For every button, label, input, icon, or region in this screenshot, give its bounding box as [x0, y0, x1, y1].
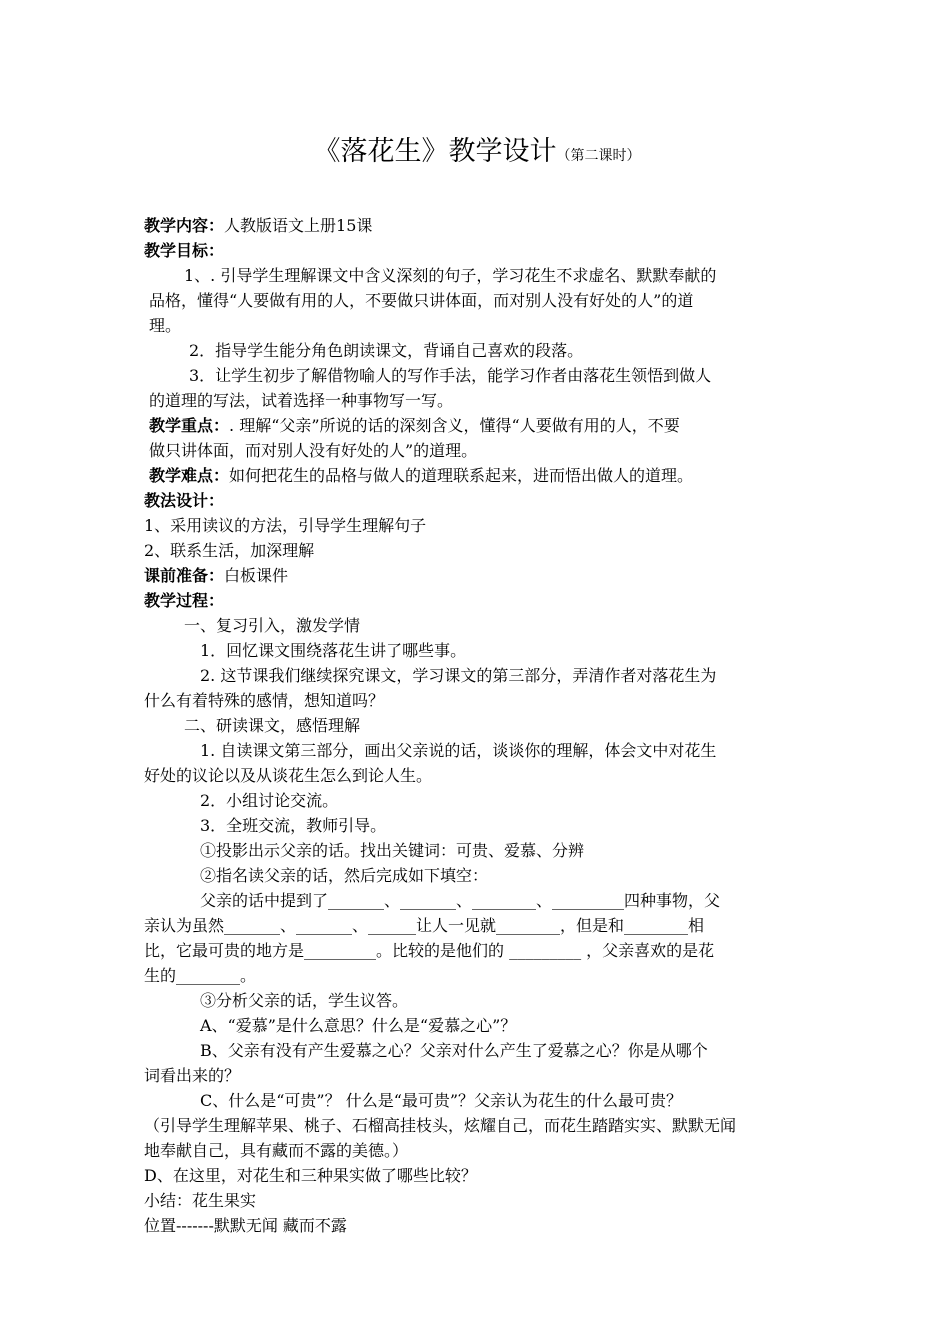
summary-line: 小结：花生果实 [144, 1191, 257, 1210]
question-c-line-3: 地奉献自己，具有藏而不露的美德。） [144, 1141, 409, 1160]
goal-2: 2．指导学生能分角色朗读课文，背诵自己喜欢的段落。 [189, 341, 584, 360]
prep-label: 课前准备： [144, 566, 225, 585]
goals-label: 教学目标： [144, 241, 225, 260]
method-2: 2、联系生活，加深理解 [144, 541, 315, 560]
content-label: 教学内容： [144, 216, 225, 235]
key-label: 教学重点： [149, 416, 230, 435]
process-label: 教学过程： [144, 591, 225, 610]
document-title [144, 132, 810, 176]
section-2-item-3: 3．全班交流，教师引导。 [200, 816, 387, 835]
fill-blank-line-1: 父亲的话中提到了_______、_______、________、_________四种事物，父 [200, 891, 721, 910]
key-line-2: 做只讲体面，而对别人没有好处的人”的道理。 [149, 441, 478, 460]
title-sub: （第二课时） [556, 148, 641, 164]
question-a: A、“爱慕”是什么意思？什么是“爱慕之心”？ [200, 1016, 517, 1035]
content-value: 人教版语文上册15课 [224, 216, 373, 235]
key-text: . 理解“父亲”所说的话的深刻含义，懂得“人要做有用的人，不要 [229, 416, 680, 435]
question-b-line-2: 词看出来的？ [144, 1066, 241, 1085]
difficulty-label: 教学难点： [149, 466, 230, 485]
circled-item-3: ③分析父亲的话，学生议答。 [200, 991, 409, 1010]
goal-1-line-3: 理。 [149, 316, 182, 335]
section-1-heading: 一、复习引入，激发学情 [184, 616, 361, 635]
question-c-line-1: C、什么是“可贵”？ 什么是“最可贵”？父亲认为花生的什么最可贵？ [200, 1091, 683, 1110]
section-1-item-2-line-2: 什么有着特殊的感情，想知道吗？ [144, 691, 385, 710]
circled-item-2: ②指名读父亲的话，然后完成如下填空： [200, 866, 489, 885]
fill-blank-line-4: 生的________。 [144, 966, 257, 985]
question-c-line-2: （引导学生理解苹果、桃子、石榴高挂枝头，炫耀自己，而花生踏踏实实、默默无闻 [144, 1116, 737, 1135]
question-d: D、在这里，对花生和三种果实做了哪些比较？ [144, 1166, 477, 1185]
goal-1-line-1: 1、. 引导学生理解课文中含义深刻的句子，学习花生不求虚名、默默奉献的 [184, 266, 717, 285]
prep-line [144, 563, 810, 588]
section-1-item-1: 1．回忆课文围绕落花生讲了哪些事。 [200, 641, 467, 660]
question-b-line-1: B、父亲有没有产生爱慕之心？父亲对什么产生了爱慕之心？你是从哪个 [200, 1041, 708, 1060]
goal-3-line-1: 3．让学生初步了解借物喻人的写作手法，能学习作者由落花生领悟到做人 [189, 366, 712, 385]
difficulty-line [144, 463, 810, 488]
section-2-item-2: 2．小组讨论交流。 [200, 791, 339, 810]
prep-value: 白板课件 [224, 566, 289, 585]
section-2-heading: 二、研读课文，感悟理解 [184, 716, 361, 735]
fill-blank-line-2: 亲认为虽然_______、_______、______让人一见就________，但是和________相 [144, 916, 705, 935]
key-line-1 [144, 413, 810, 438]
difficulty-value: 如何把花生的品格与做人的道理联系起来，进而悟出做人的道理。 [229, 466, 694, 485]
method-1: 1、采用读议的方法，引导学生理解句子 [144, 516, 427, 535]
section-2-item-1-line-1: 1. 自读课文第三部分，画出父亲说的话，谈谈你的理解，体会文中对花生 [200, 741, 717, 760]
goal-3-line-2: 的道理的写法，试着选择一种事物写一写。 [149, 391, 454, 410]
position-line: 位置-------默默无闻 藏而不露 [144, 1216, 347, 1235]
method-label: 教法设计： [144, 491, 225, 510]
circled-item-1: ①投影出示父亲的话。找出关键词：可贵、爱慕、分辨 [200, 841, 585, 860]
section-2-item-1-line-2: 好处的议论以及从谈花生怎么到论人生。 [144, 766, 433, 785]
fill-blank-line-3: 比，它最可贵的地方是_________。比较的是他们的 _________ ，父亲喜欢的是花 [144, 941, 715, 960]
goal-1-line-2: 品格，懂得“人要做有用的人，不要做只讲体面，而对别人没有好处的人”的道 [149, 291, 694, 310]
title-main: 《落花生》教学设计 [313, 136, 557, 167]
section-1-item-2-line-1: 2. 这节课我们继续探究课文，学习课文的第三部分，弄清作者对落花生为 [200, 666, 717, 685]
content-line [144, 213, 810, 238]
